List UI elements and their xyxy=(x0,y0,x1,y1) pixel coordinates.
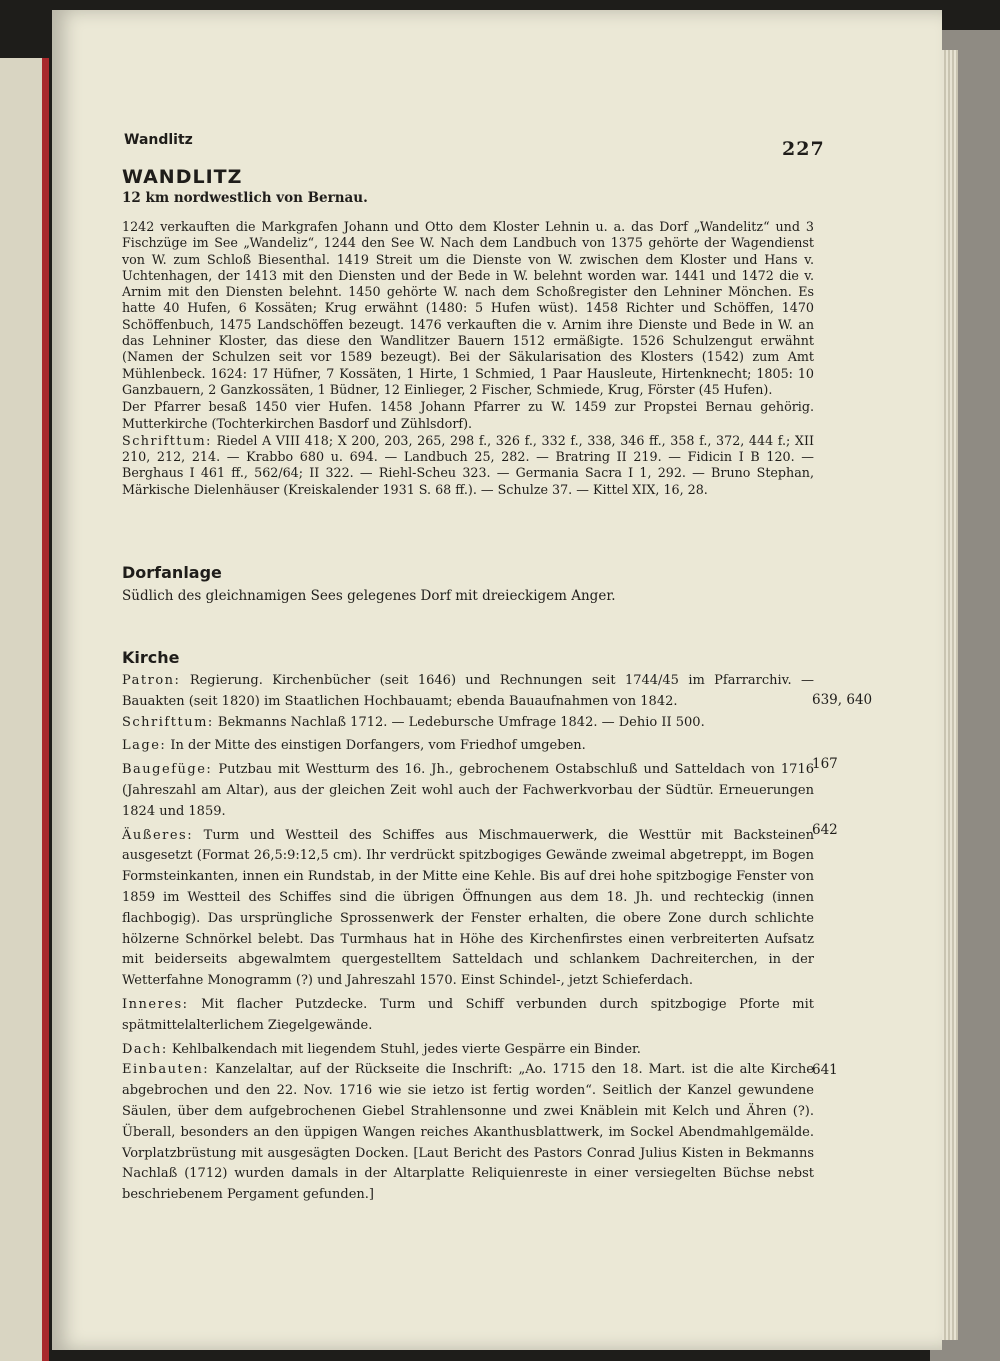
aeusseres-label: Äußeres: xyxy=(122,827,194,843)
baugefuege-paragraph xyxy=(122,760,814,822)
inneres-label: Inneres: xyxy=(122,996,189,1012)
literature-text: Riedel A VIII 418; X 200, 203, 265, 298 f., 326 f., 332 f., 338, 346 ff., 358 f., 372, 444 f.; XII 210, 212, 214. — Krabbo 680 u. 694. — Landbuch 25, 282. — Bratring II 219. — Fidicin I B 120. — Berghaus I 461 ff., 562/64; II 322. — Riehl-Scheu 323. — Germania Sacra I 1, 292. — Bruno Stephan, Märkische Dielenhäuser (Kreiskalender 1931 S. 68 ff.). — Schulze 37. — Kittel XIX, 16, 28. xyxy=(122,432,814,497)
lage-paragraph xyxy=(122,736,814,757)
kirche-literature-paragraph xyxy=(122,713,814,734)
literature-label: Schrifttum: xyxy=(122,432,212,448)
kirche-literature-label: Schrifttum: xyxy=(122,714,214,730)
lage-label: Lage: xyxy=(122,738,167,754)
history-paragraph: Der Pfarrer besaß 1450 vier Hufen. 1458 Johann Pfarrer zu W. 1459 zur Propstei Bernau gehörig. Mutterkirche (Tochterkirchen Basdorf und Zühlsdorf). xyxy=(122,399,814,431)
einbauten-paragraph xyxy=(122,1060,814,1206)
kirche-block xyxy=(122,671,814,1209)
einbauten-label: Einbauten: xyxy=(122,1062,210,1078)
aeusseres-paragraph xyxy=(122,826,814,992)
margin-reference: 639, 640 xyxy=(812,692,873,708)
left-page-red-edge xyxy=(42,58,49,1361)
patron-label: Patron: xyxy=(122,673,181,688)
baugefuege-text: Putzbau mit Westturm des 16. Jh., gebrochenem Ostabschluß und Satteldach von 1716 (Jahreszahl am Altar), aus der gleichen Zeit wohl auch der Fachwerkvorbau der Südtür. Erneuerungen 1824 und 1859. xyxy=(122,762,814,819)
aeusseres-text: Turm und Westteil des Schiffes aus Mischmauerwerk, die Westtür mit Backsteinen ausgesetzt (Format 26,5:9:12,5 cm). Ihr verdrückt spitzbogiges Gewände zweimal abgetreppt, im Bogen Formsteinkanten, innen ein Rundstab, in der Mitte eine Kehle. Bis auf drei hohe spitzbogige Fenster von 1859 im Westteil des Schiffes sind die übrigen Öffnungen aus dem 18. Jh. und rechteckig (innen flachbogig). Das ursprüngliche Sprossenwerk der Fenster erhalten, die obere Zone durch schlichte hölzerne Schnörkel belebt. Das Turmhaus hat in Höhe des Kirchenfirstes einen verbreiterten Aufsatz mit beiderseits abgewalmtem quergestelltem Satteldach und schlankem Dachreiterchen, in der Wetterfahne Monogramm (?) und Jahreszahl 1570. Einst Schindel-, jetzt Schieferdach. xyxy=(122,827,814,989)
history-block xyxy=(122,219,814,499)
running-head: Wandlitz xyxy=(124,132,193,148)
margin-reference: 641 xyxy=(812,1062,838,1078)
patron-text: Regierung. Kirchenbücher (seit 1646) und Rechnungen seit 1744/45 im Pfarrarchiv. — Bauakten (seit 1820) im Staatlichen Hochbauamt; ebenda Bauaufnahmen von 1842. xyxy=(122,673,814,709)
dach-text: Kehlbalkendach mit liegendem Stuhl, jedes vierte Gespärre ein Binder. xyxy=(171,1041,641,1057)
margin-reference: 167 xyxy=(812,756,838,772)
literature-paragraph xyxy=(122,433,814,498)
baugefuege-label: Baugefüge: xyxy=(122,762,213,778)
inneres-text: Mit flacher Putzdecke. Turm und Schiff verbunden durch spitzbogige Pforte mit spätmittelalterlichem Ziegelgewände. xyxy=(122,996,814,1033)
kirche-heading: Kirche xyxy=(122,648,180,667)
entry-title: WANDLITZ xyxy=(122,166,243,188)
einbauten-text: Kanzelaltar, auf der Rückseite die Inschrift: „Ao. 1715 den 18. Mart. ist die alte Kirche abgebrochen und den 22. Nov. 1716 wie sie ietzo ist fertig worden“. Seitlich der Kanzel gewundene Säulen, über dem aufgebrochenen Giebel Strahlensonne und zwei Knäblein mit Kelch und Ähren (?). Überall, besonders an den üppigen Wangen reiches Akanthusblattwerk, im Sockel Abendmahlgemälde. Vorplatzbrüstung mit ausgesägten Docken. [Laut Bericht des Pastors Conrad Julius Kisten in Bekmanns Nachlaß (1712) wurden damals in der Altarplatte Reliquienreste in einer versiegelten Büchse nebst beschriebenem Pergament gefunden.] xyxy=(122,1062,814,1203)
lage-text: In der Mitte des einstigen Dorfangers, vom Friedhof umgeben. xyxy=(170,738,586,754)
book-page xyxy=(52,10,942,1350)
margin-reference: 642 xyxy=(812,822,838,838)
patron-paragraph xyxy=(122,671,814,713)
history-paragraph: 1242 verkauften die Markgrafen Johann und Otto dem Kloster Lehnin u. a. das Dorf „Wandelitz“ und 3 Fischzüge im See „Wandeliz“, 1244 den See W. Nach dem Landbuch von 1375 gehörte der Wagendienst von W. zum Schloß Biesenthal. 1419 Streit um die Dienste von W. zwischen dem Kloster und Hans v. Uchtenhagen, der 1413 mit den Diensten und der Bede in W. belehnt worden war. 1441 und 1472 die v. Arnim mit den Diensten belehnt. 1450 gehörte W. nach dem Schoßregister den Lehniner Mönchen. Es hatte 40 Hufen, 6 Kossäten; Krug erwähnt (1480: 5 Hufen wüst). 1458 Richter und Schöffen, 1470 Schöffenbuch, 1475 Landschöffen bezeugt. 1476 verkauften die v. Arnim ihre Dienste und Bede in W. an das Lehniner Kloster, das diese den Wandlitzer Bauern 1512 ermäßigte. 1526 Schulzengut erwähnt (Namen der Schulzen seit vor 1589 bezeugt). Bei der Säkularisation des Klosters (1542) zum Amt Mühlenbeck. 1624: 17 Hüfner, 7 Kossäten, 1 Hirte, 1 Schmied, 1 Paar Hausleute, Hirtenknecht; 1805: 10 Ganzbauern, 2 Ganzkossäten, 1 Büdner, 12 Einlieger, 2 Fischer, Schmiede, Krug, Förster (45 Hufen). xyxy=(122,219,814,397)
entry-subtitle: 12 km nordwestlich von Bernau. xyxy=(122,190,368,206)
kirche-literature-text: Bekmanns Nachlaß 1712. — Ledebursche Umfrage 1842. — Dehio II 500. xyxy=(217,714,705,730)
page-number: 227 xyxy=(782,138,825,160)
left-page-edge xyxy=(0,58,48,1361)
dach-paragraph xyxy=(122,1040,814,1061)
dorfanlage-heading: Dorfanlage xyxy=(122,563,222,582)
dorfanlage-text: Südlich des gleichnamigen Sees gelegenes Dorf mit dreieckigem Anger. xyxy=(122,588,616,604)
dach-label: Dach: xyxy=(122,1041,168,1057)
inneres-paragraph xyxy=(122,995,814,1037)
